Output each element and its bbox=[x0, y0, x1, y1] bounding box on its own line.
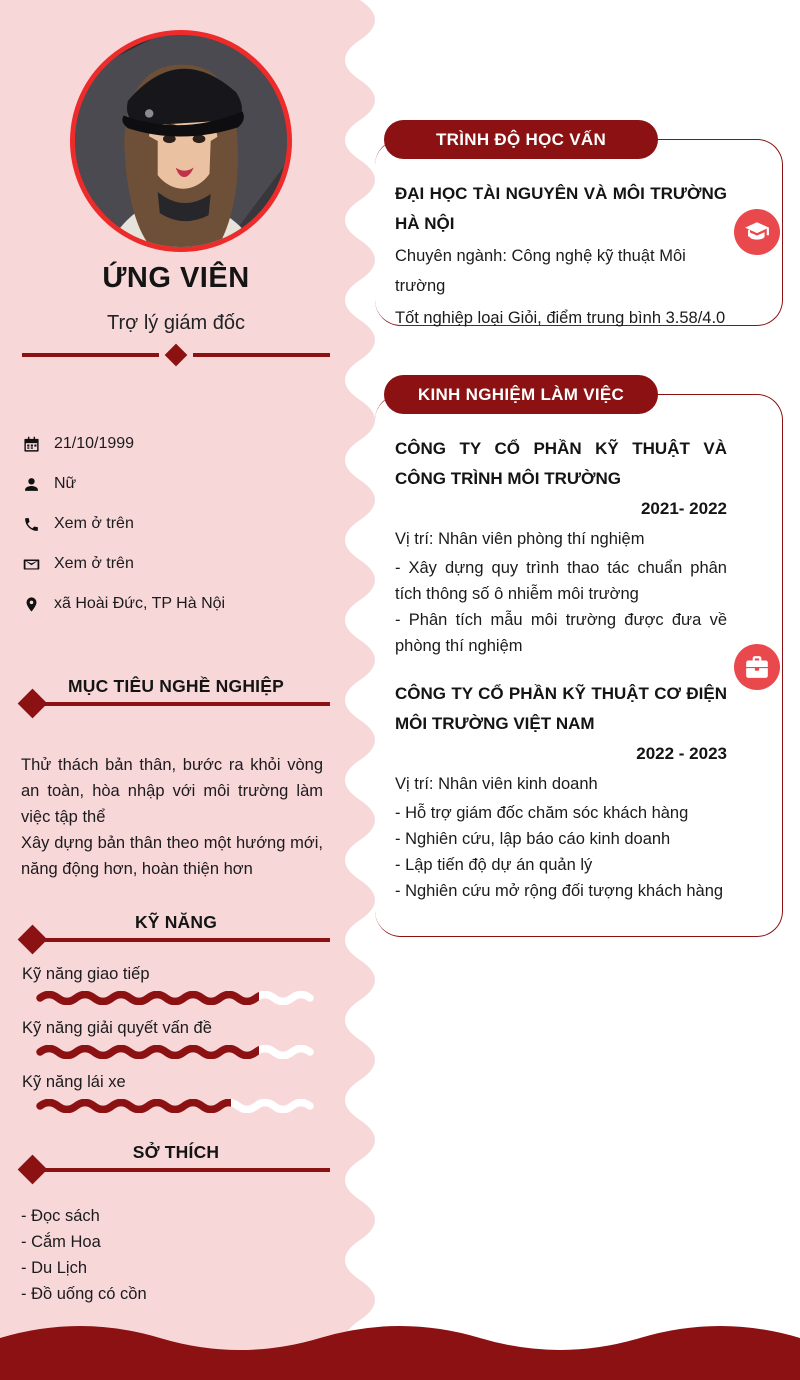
objective-heading: MỤC TIÊU NGHỀ NGHIỆP bbox=[68, 676, 284, 696]
education-circle bbox=[734, 209, 780, 255]
objective-underline bbox=[22, 693, 330, 719]
profile-photo bbox=[70, 30, 292, 252]
person-name: ỨNG VIÊN bbox=[102, 262, 250, 294]
job-entry bbox=[395, 679, 727, 904]
education-section-badge: TRÌNH ĐỘ HỌC VẤN bbox=[384, 120, 658, 159]
phone-icon bbox=[22, 515, 40, 533]
company-name: CÔNG TY CỔ PHẦN KỸ THUẬT CƠ ĐIỆN MÔI TRƯỜNG VIỆT NAM bbox=[395, 684, 727, 733]
contact-row-birthdate bbox=[22, 430, 334, 458]
hobby-item: - Đồ uống có cồn bbox=[21, 1285, 147, 1303]
title-divider bbox=[22, 346, 330, 364]
duty-item: - Xây dựng quy trình thao tác chuẩn phân tích thông số ô nhiễm môi trường bbox=[395, 559, 727, 603]
skills-underline bbox=[22, 929, 330, 955]
skills-heading: KỸ NĂNG bbox=[134, 912, 218, 932]
experience-body bbox=[395, 434, 727, 904]
skill-label: Kỹ năng giao tiếp bbox=[22, 965, 150, 983]
skill-bar-fill bbox=[36, 1099, 231, 1113]
envelope-icon bbox=[22, 555, 40, 573]
experience-section-badge: KINH NGHIỆM LÀM VIỆC bbox=[384, 375, 658, 414]
location-icon bbox=[22, 595, 40, 613]
divider-line-right bbox=[193, 353, 330, 357]
company-name: CÔNG TY CỔ PHẦN KỸ THUẬT VÀ CÔNG TRÌNH MÔI TRƯỜNG bbox=[395, 439, 727, 488]
skill-bar-fill bbox=[36, 991, 259, 1005]
job-entry bbox=[395, 434, 727, 659]
contact-row-address bbox=[22, 590, 334, 618]
contact-row-phone bbox=[22, 510, 334, 538]
hobby-item: - Đọc sách bbox=[21, 1207, 100, 1225]
calendar-icon bbox=[22, 435, 40, 453]
objective-paragraph: Thử thách bản thân, bước ra khỏi vòng an toàn, hòa nhập với môi trường làm việc tập thể bbox=[21, 756, 323, 826]
objective-text bbox=[21, 752, 323, 882]
duty-item: - Hỗ trợ giám đốc chăm sóc khách hàng bbox=[395, 804, 689, 822]
graduation-cap-icon bbox=[744, 219, 770, 245]
job-duties bbox=[395, 800, 727, 904]
skill-item bbox=[22, 1070, 332, 1113]
skill-label: Kỹ năng lái xe bbox=[22, 1073, 126, 1091]
duty-item: - Lập tiến độ dự án quản lý bbox=[395, 856, 593, 874]
sidebar bbox=[0, 0, 352, 1380]
footer-wave bbox=[0, 1300, 800, 1380]
hobby-item: - Cắm Hoa bbox=[21, 1233, 101, 1251]
skill-item bbox=[22, 962, 332, 1005]
skill-item bbox=[22, 1016, 332, 1059]
rule-line bbox=[33, 938, 330, 942]
job-period: 2022 - 2023 bbox=[636, 744, 727, 763]
experience-circle bbox=[734, 644, 780, 690]
contact-row-gender bbox=[22, 470, 334, 498]
contact-value: 21/10/1999 bbox=[54, 435, 135, 452]
contact-value: Nữ bbox=[54, 475, 77, 492]
contact-value: xã Hoài Đức, TP Hà Nội bbox=[54, 595, 226, 612]
skill-label: Kỹ năng giải quyết vấn đề bbox=[22, 1019, 212, 1037]
divider-line-left bbox=[22, 353, 159, 357]
contact-row-email bbox=[22, 550, 334, 578]
contact-list bbox=[22, 430, 334, 630]
job-position: Vị trí: Nhân viên kinh doanh bbox=[395, 775, 598, 793]
hobby-item: - Du Lịch bbox=[21, 1259, 88, 1277]
job-duties bbox=[395, 555, 727, 659]
divider-diamond-icon bbox=[165, 344, 188, 367]
education-body bbox=[395, 179, 727, 333]
rule-line bbox=[33, 702, 330, 706]
hobbies-heading: SỞ THÍCH bbox=[132, 1142, 220, 1162]
skill-bar bbox=[36, 1099, 318, 1113]
hobbies-underline bbox=[22, 1159, 330, 1185]
skill-bar bbox=[36, 991, 318, 1005]
skill-bar-fill bbox=[36, 1045, 259, 1059]
briefcase-icon bbox=[744, 654, 770, 680]
contact-value: Xem ở trên bbox=[54, 555, 134, 572]
job-period: 2021- 2022 bbox=[640, 499, 727, 518]
person-job-title: Trợ lý giám đốc bbox=[107, 312, 245, 334]
contact-value: Xem ở trên bbox=[54, 515, 134, 532]
school-name: ĐẠI HỌC TÀI NGUYÊN VÀ MÔI TRƯỜNG HÀ NỘI bbox=[395, 184, 727, 233]
objective-paragraph: Xây dựng bản thân theo một hướng mới, năng động hơn, hoàn thiện hơn bbox=[21, 834, 323, 878]
duty-item: - Phân tích mẫu môi trường được đưa về phòng thí nghiệm bbox=[395, 611, 727, 655]
skill-bar bbox=[36, 1045, 318, 1059]
education-result: Tốt nghiệp loại Giỏi, điểm trung bình 3.58/4.0 bbox=[395, 309, 726, 327]
user-icon bbox=[22, 475, 40, 493]
duty-item: - Nghiên cứu, lập báo cáo kinh doanh bbox=[395, 830, 671, 848]
education-major: Chuyên ngành: Công nghệ kỹ thuật Môi trường bbox=[395, 247, 686, 295]
hobby-list bbox=[21, 1203, 323, 1307]
duty-item: - Nghiên cứu mở rộng đối tượng khách hàng bbox=[395, 882, 724, 900]
profile-photo-illustration bbox=[75, 35, 287, 247]
skills-list bbox=[22, 962, 332, 1124]
rule-line bbox=[33, 1168, 330, 1172]
job-position: Vị trí: Nhân viên phòng thí nghiệm bbox=[395, 530, 645, 548]
